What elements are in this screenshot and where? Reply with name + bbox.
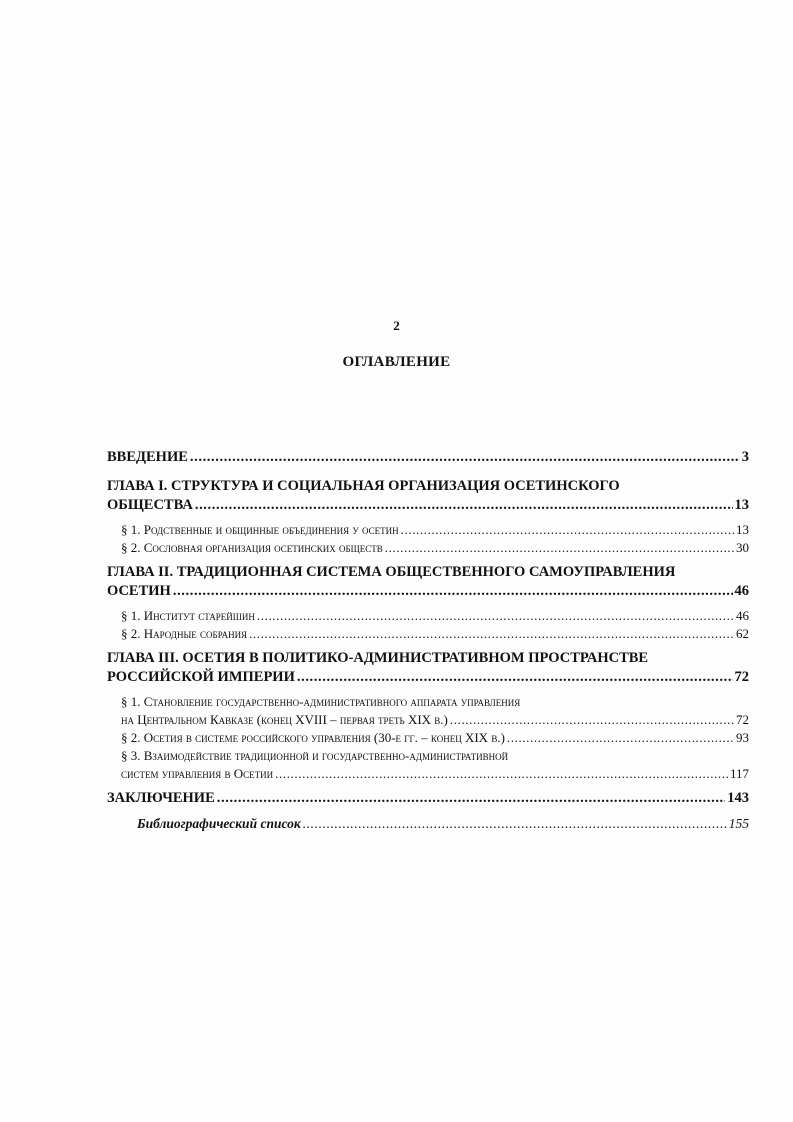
dot-leader (303, 814, 727, 833)
toc-section-3-1[interactable] (107, 711, 749, 729)
toc-section-3-2[interactable] (107, 729, 749, 747)
dot-leader (385, 539, 734, 557)
dot-leader (257, 607, 734, 625)
dot-leader (275, 765, 728, 783)
toc-entry-title: ОБЩЕСТВА (107, 497, 193, 513)
toc-entry-title: РОССИЙСКОЙ ИМПЕРИИ (107, 669, 295, 685)
toc-entry-page: 30 (736, 540, 749, 555)
toc-entry-page: 155 (728, 816, 749, 831)
toc-entry-title: § 2. Сословная организация осетинских обществ (121, 540, 383, 555)
toc-entry-page: 117 (729, 766, 749, 781)
toc-entry-title: § 2. Осетия в системе российского управления (30-е гг. – конец XIX в.) (121, 730, 505, 745)
toc-entry-title: ОСЕТИН (107, 583, 171, 599)
toc-chapter-3[interactable] (107, 668, 749, 687)
toc-entry-bibliography[interactable] (107, 814, 749, 833)
page-number: 2 (393, 318, 400, 333)
toc-chapter-3-title-line1[interactable]: ГЛАВА III. ОСЕТИЯ В ПОЛИТИКО-АДМИНИСТРАТИВНОМ ПРОСТРАНСТВЕ (107, 650, 649, 666)
dot-leader (249, 625, 734, 643)
page-title: ОГЛАВЛЕНИЕ (342, 354, 451, 370)
toc-section-2-2[interactable] (107, 625, 749, 643)
dot-leader (401, 521, 734, 539)
toc-entry-title: § 1. Родственные и общинные объединения у осетин (121, 522, 399, 537)
toc-entry-introduction[interactable] (107, 448, 749, 467)
toc-entry-title: ВВЕДЕНИЕ (107, 449, 188, 465)
toc-entry-page: 13 (736, 522, 749, 537)
toc-entry-title: § 2. Народные собрания (121, 626, 248, 641)
toc-entry-title: систем управления в Осетии (121, 766, 274, 781)
dot-leader (450, 711, 734, 729)
toc-entry-title: § 1. Институт старейшин (121, 608, 255, 623)
toc-entry-page: 46 (736, 608, 749, 623)
toc-entry-page: 13 (734, 497, 749, 513)
toc-section-3-3-line1[interactable]: § 3. Взаимодействие традиционной и государственно-административной (121, 748, 509, 763)
toc-entry-page: 72 (734, 669, 749, 685)
table-of-contents (107, 448, 749, 833)
toc-entry-title: ЗАКЛЮЧЕНИЕ (107, 790, 215, 806)
toc-chapter-1[interactable] (107, 496, 749, 515)
toc-chapter-2-title-line1[interactable]: ГЛАВА II. ТРАДИЦИОННАЯ СИСТЕМА ОБЩЕСТВЕННОГО САМОУПРАВЛЕНИЯ (107, 564, 676, 580)
dot-leader (190, 448, 740, 467)
dot-leader (217, 789, 725, 808)
toc-entry-page: 46 (734, 583, 749, 599)
dot-leader (173, 582, 733, 601)
toc-section-2-1[interactable] (107, 607, 749, 625)
toc-entry-title: Библиографический список (137, 816, 301, 831)
toc-section-1-2[interactable] (107, 539, 749, 557)
toc-section-1-1[interactable] (107, 521, 749, 539)
dot-leader (507, 729, 734, 747)
dot-leader (195, 496, 733, 515)
toc-entry-page: 143 (727, 790, 749, 806)
toc-entry-page: 72 (736, 712, 749, 727)
toc-section-3-3[interactable] (107, 765, 749, 783)
toc-section-3-1-line1[interactable]: § 1. Становление государственно-административного аппарата управления (121, 694, 521, 709)
toc-entry-title: на Центральном Кавказе (конец XVIII – первая треть XIX в.) (121, 712, 448, 727)
toc-entry-page: 62 (736, 626, 749, 641)
toc-chapter-1-title-line1[interactable]: ГЛАВА I. СТРУКТУРА И СОЦИАЛЬНАЯ ОРГАНИЗАЦИЯ ОСЕТИНСКОГО (107, 478, 620, 494)
toc-entry-page: 3 (741, 449, 749, 465)
toc-chapter-2[interactable] (107, 582, 749, 601)
toc-entry-page: 93 (736, 730, 749, 745)
toc-entry-conclusion[interactable] (107, 789, 749, 808)
dot-leader (297, 668, 733, 687)
